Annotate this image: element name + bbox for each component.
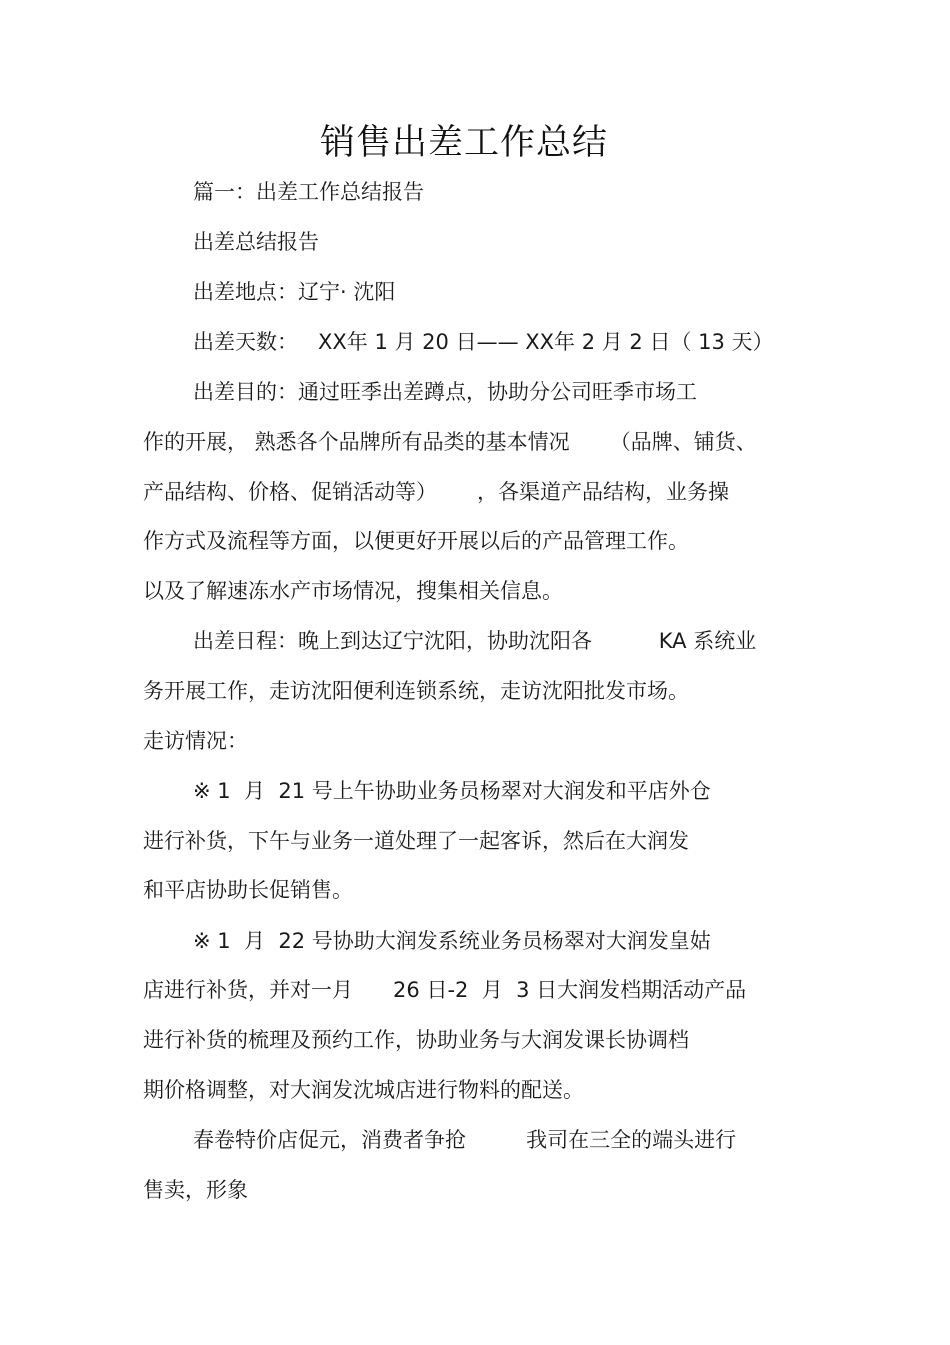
paragraph-line: ※ 1 月 22 号协助大润发系统业务员杨翠对大润发皇姑	[193, 929, 711, 953]
paragraph-line: 期价格调整，对大润发沈城店进行物料的配送。	[143, 1078, 584, 1102]
document-title: 销售出差工作总结	[319, 123, 608, 163]
paragraph-line: ※ 1 月 21 号上午协助业务员杨翠对大润发和平店外仓	[193, 779, 711, 803]
paragraph-line: 店进行补货，并对一月 26 日-2 月 3 日大润发档期活动产品	[143, 978, 747, 1002]
paragraph-line: 和平店协助长促销售。	[143, 878, 353, 902]
paragraph-line: 以及了解速冻水产市场情况，搜集相关信息。	[143, 579, 563, 603]
paragraph-line: 出差地点：辽宁· 沈阳	[193, 280, 396, 304]
paragraph-line: 走访情况：	[143, 729, 248, 753]
paragraph-line: 售卖，形象	[143, 1178, 248, 1202]
paragraph-line: 出差目的：通过旺季出差蹲点，协助分公司旺季市场工	[193, 380, 697, 404]
paragraph-line: 务开展工作，走访沈阳便利连锁系统，走访沈阳批发市场。	[143, 679, 689, 703]
paragraph-line: 春卷特价店促元，消费者争抢 我司在三全的端头进行	[193, 1128, 737, 1152]
paragraph-line: 出差日程：晚上到达辽宁沈阳，协助沈阳各 KA 系统业	[193, 629, 757, 653]
paragraph-line: 出差总结报告	[193, 230, 319, 254]
paragraph-line: 进行补货的梳理及预约工作，协助业务与大润发课长协调档	[143, 1028, 689, 1052]
paragraph-line: 进行补货，下午与业务一道处理了一起客诉，然后在大润发	[143, 829, 689, 853]
paragraph-line: 作的开展， 熟悉各个品牌所有品类的基本情况 （品牌、铺货、	[143, 430, 757, 454]
paragraph-line: 出差天数： XX年 1 月 20 日—— XX年 2 月 2 日（ 13 天）	[193, 330, 774, 354]
paragraph-line: 篇一：出差工作总结报告	[193, 180, 424, 204]
paragraph-line: 作方式及流程等方面，以便更好开展以后的产品管理工作。	[143, 529, 689, 553]
paragraph-line: 产品结构、价格、促销活动等） ，各渠道产品结构，业务操	[143, 480, 730, 504]
